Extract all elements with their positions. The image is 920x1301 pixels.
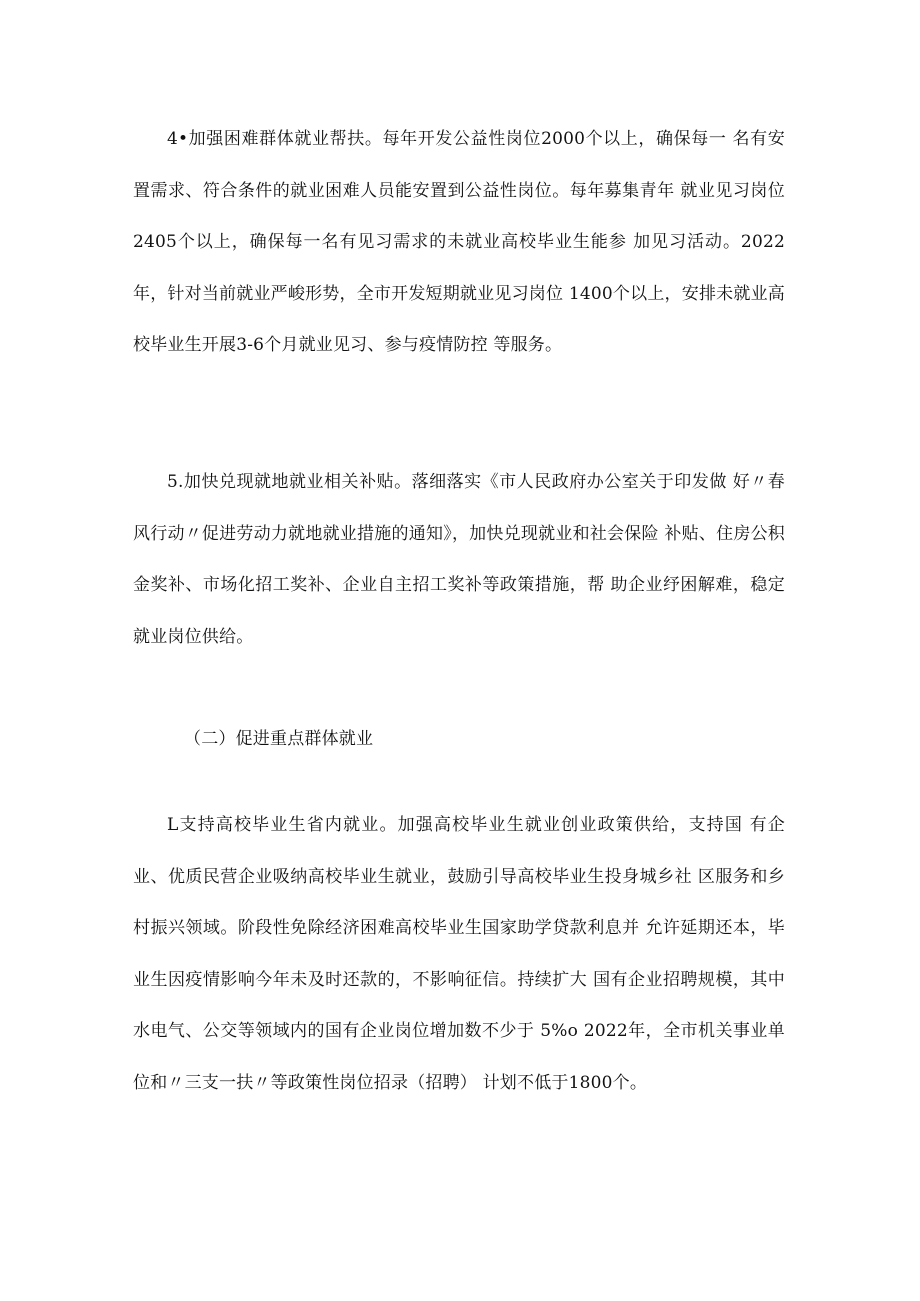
paragraph-assist-disadvantaged-groups: 4•加强困难群体就业帮扶。每年开发公益性岗位2000个以上，确保每一 名有安置需求、符合条件的就业困难人员能安置到公益性岗位。每年募集青年 就业见习岗位2405个以上，确保每一名有见习需求的未就业高校毕业生能参 加见习活动。2022年，针对当前就业严峻形势，全市开发短期就业见习岗位 1400个以上，安排未就业高校毕业生开展3-6个月就业见习、参与疫情防控 等服务。 — [133, 129, 785, 356]
paragraph-employment-subsidies: 5.加快兑现就地就业相关补贴。落细落实《市人民政府办公室关于印发做 好〃春风行动〃促进劳动力就地就业措施的通知》，加快兑现就业和社会保险 补贴、住房公积金奖补、市场化招工奖补、企业自主招工奖补等政策措施，帮 助企业纾困解难，稳定就业岗位供给。 — [133, 472, 785, 647]
paragraph-graduate-employment: L支持高校毕业生省内就业。加强高校毕业生就业创业政策供给，支持国 有企业、优质民营企业吸纳高校毕业生就业，鼓励引导高校毕业生投身城乡社 区服务和乡村振兴领域。阶段性免除经济困难高校毕业生国家助学贷款利息并 允许延期还本，毕业生因疫情影响今年未及时还款的，不影响征信。持续扩大 国有企业招聘规模，其中水电气、公交等领域内的国有企业岗位增加数不少于 5%o 2022年，全市机关事业单位和〃三支一扶〃等政策性岗位招录（招聘） 计划不低于1800个。 — [133, 815, 785, 1093]
section-heading: （二）促进重点群体就业 — [184, 729, 374, 749]
